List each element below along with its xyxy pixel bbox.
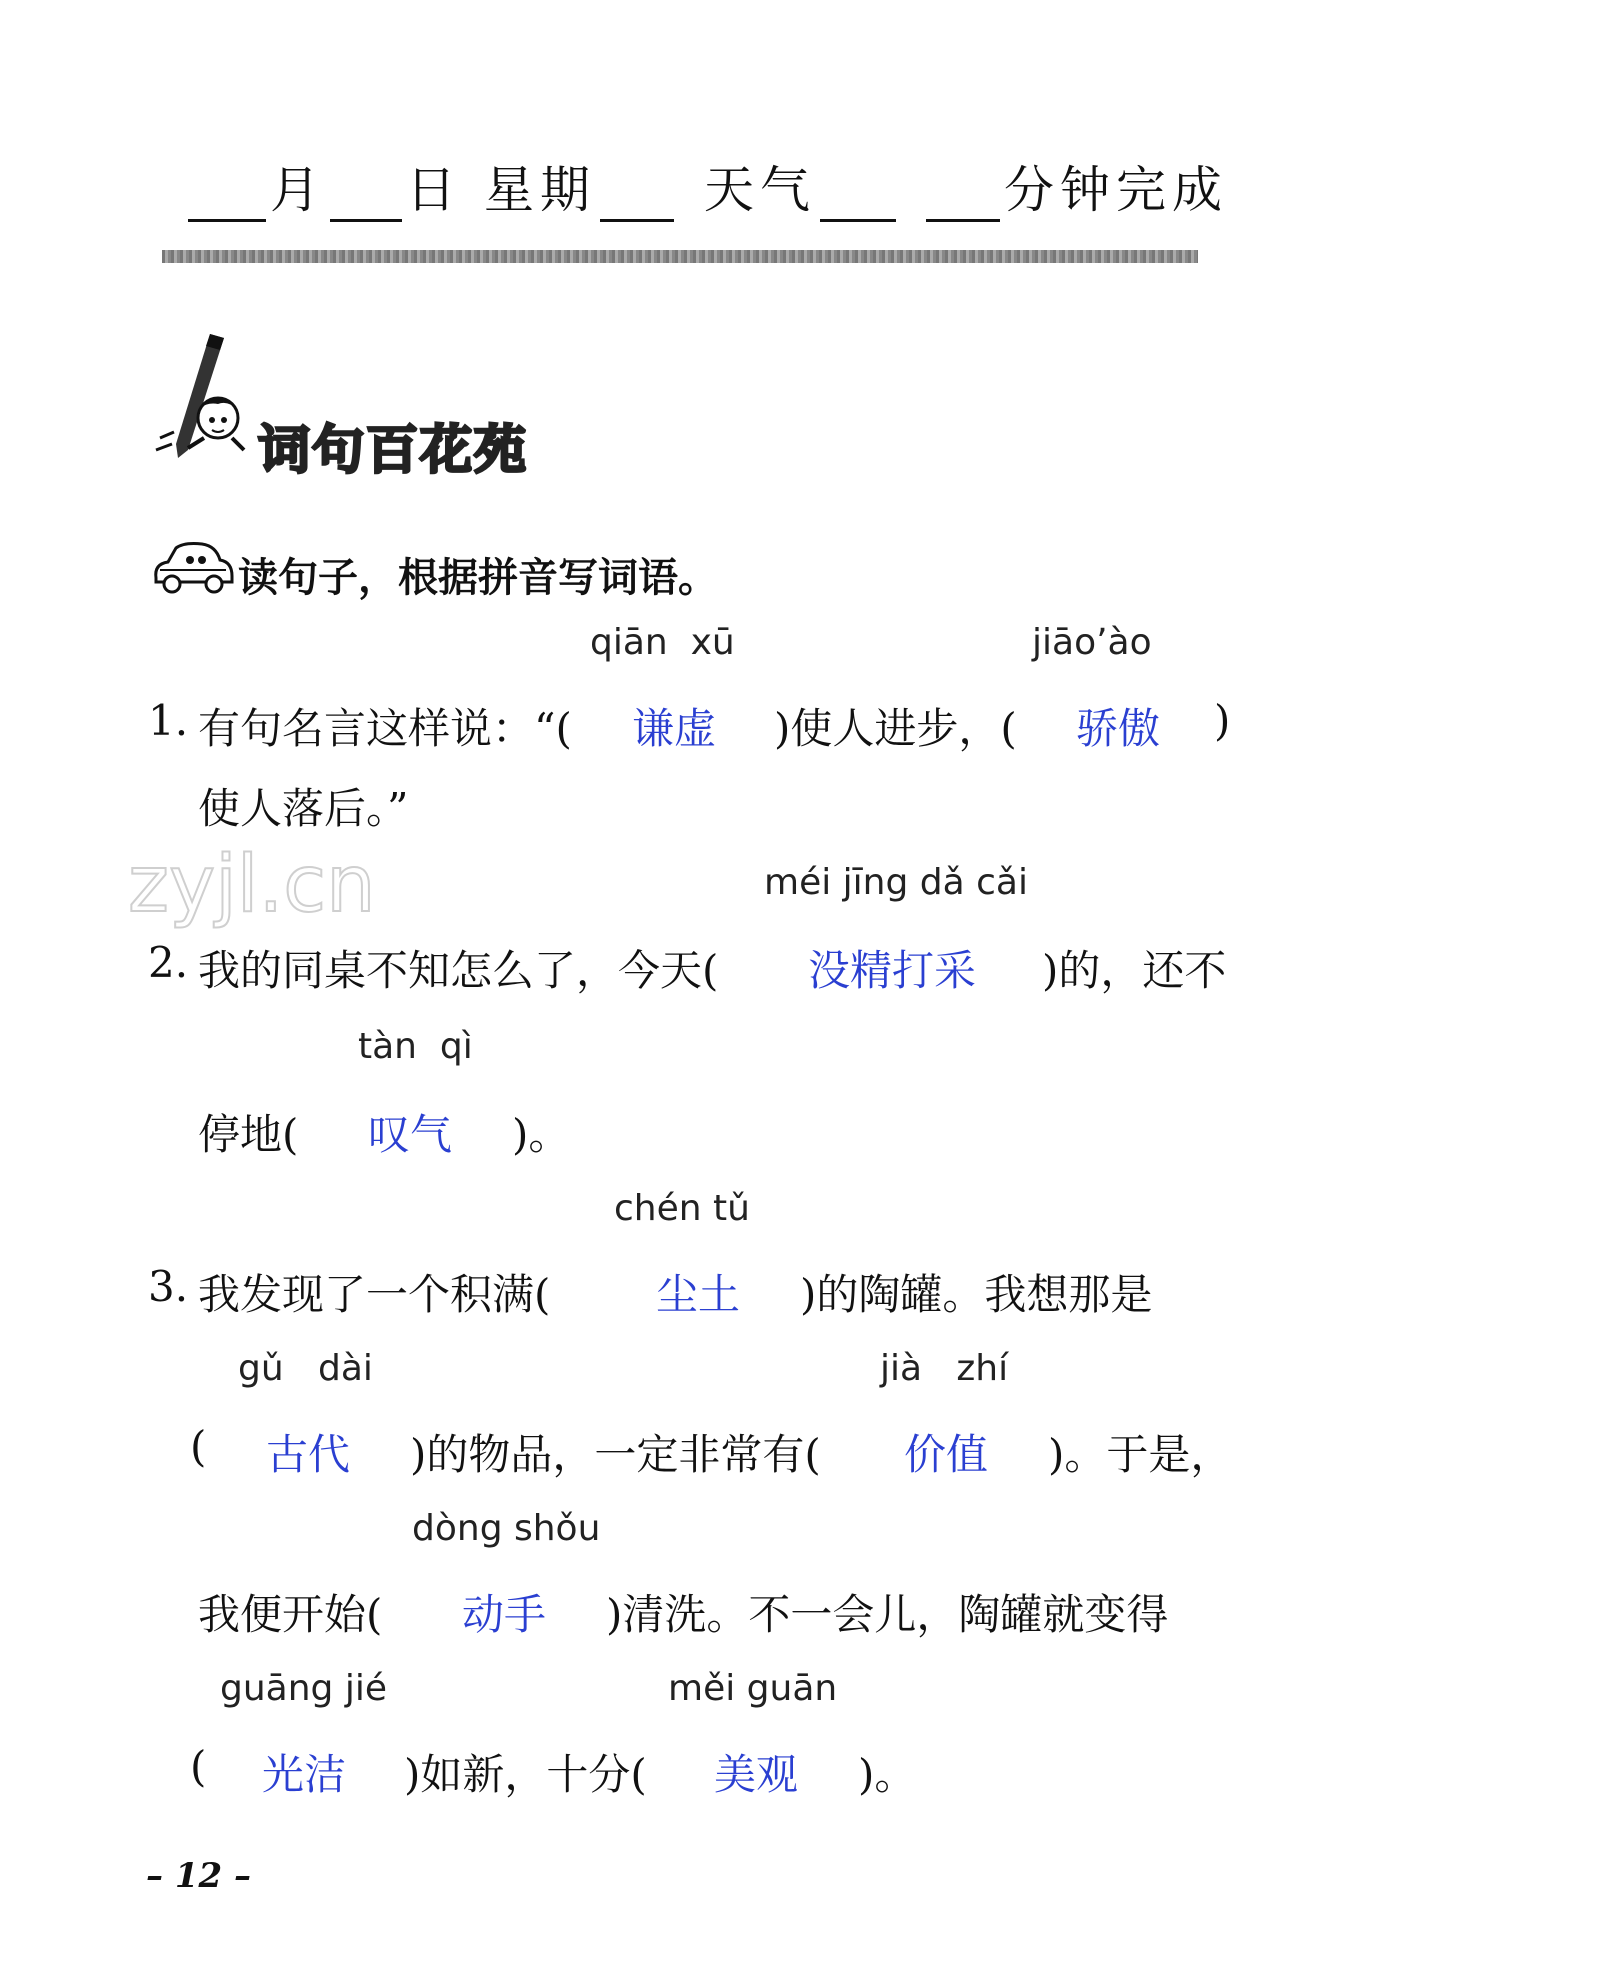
pinyin-tanqi: tàn qì bbox=[358, 1026, 473, 1067]
pinyin-jiazhi: jià zhí bbox=[880, 1348, 1009, 1389]
minutes-blank[interactable] bbox=[926, 175, 1000, 222]
header-divider bbox=[162, 250, 1198, 263]
weather-blank[interactable] bbox=[820, 175, 896, 222]
answer-meiguan: 美观 bbox=[714, 1750, 799, 1799]
item-1-text-a: 有句名言这样说：“( bbox=[198, 704, 572, 753]
section-title: 词句百花苑 bbox=[258, 421, 529, 481]
pinyin-meiguan: měi guān bbox=[668, 1668, 838, 1709]
day-label: 日 bbox=[406, 161, 462, 219]
pinyin-meijingdacai: méi jīng dǎ cǎi bbox=[764, 862, 1028, 903]
item-3-text-i: )如新，十分( bbox=[404, 1750, 647, 1799]
item-3-text-e: )。于是， bbox=[1048, 1430, 1233, 1479]
item-2-text-c: 停地( bbox=[198, 1110, 299, 1159]
item-2-number: 2. bbox=[148, 938, 189, 987]
answer-dongshou: 动手 bbox=[462, 1590, 547, 1639]
answer-gudai: 古代 bbox=[266, 1430, 351, 1479]
pinyin-gudai: gǔ dài bbox=[238, 1348, 373, 1389]
answer-jiazhi: 价值 bbox=[904, 1430, 989, 1479]
item-3-text-d: )的物品，一定非常有( bbox=[410, 1430, 821, 1479]
item-1-text-c: ) bbox=[1214, 696, 1231, 745]
answer-qianxu: 谦虚 bbox=[632, 704, 717, 753]
weekday-label: 星期 bbox=[484, 161, 596, 219]
item-3-text-c: ( bbox=[190, 1422, 207, 1471]
item-3-text-a: 我发现了一个积满( bbox=[198, 1270, 551, 1319]
item-2-text-b: )的，还不 bbox=[1042, 946, 1227, 995]
minutes-field bbox=[922, 150, 1228, 222]
pinyin-qianxu: qiān xū bbox=[590, 622, 735, 663]
item-2-text-d: )。 bbox=[512, 1110, 571, 1159]
pinyin-guangjie: guāng jié bbox=[220, 1668, 387, 1709]
pencil-mascot-icon bbox=[148, 326, 258, 466]
month-blank[interactable] bbox=[188, 175, 266, 222]
item-3-number: 3. bbox=[148, 1262, 189, 1311]
weekday-field bbox=[484, 150, 678, 222]
answer-meijingdacai: 没精打采 bbox=[808, 946, 977, 995]
item-3-text-j: )。 bbox=[858, 1750, 917, 1799]
answer-chentu: 尘土 bbox=[656, 1270, 741, 1319]
day-blank[interactable] bbox=[330, 175, 402, 222]
month-label: 月 bbox=[270, 161, 326, 219]
item-3-text-g: )清洗。不一会儿，陶罐就变得 bbox=[606, 1590, 1169, 1639]
date-header bbox=[184, 150, 462, 222]
item-3-text-b: )的陶罐。我想那是 bbox=[800, 1270, 1153, 1319]
minutes-label: 分钟完成 bbox=[1004, 161, 1228, 219]
pinyin-dongshou: dòng shǒu bbox=[412, 1508, 601, 1549]
item-1-text-d: 使人落后。” bbox=[198, 784, 409, 833]
instruction-text: 读句子，根据拼音写词语。 bbox=[238, 555, 718, 601]
pinyin-chentu: chén tǔ bbox=[614, 1188, 750, 1229]
answer-guangjie: 光洁 bbox=[262, 1750, 347, 1799]
item-1-number: 1. bbox=[148, 696, 189, 745]
answer-tanqi: 叹气 bbox=[368, 1110, 453, 1159]
watermark: zyjl.cn bbox=[128, 840, 376, 930]
page-number: – 12 – bbox=[146, 1856, 251, 1896]
item-3-text-f: 我便开始( bbox=[198, 1590, 383, 1639]
item-3-text-h: ( bbox=[190, 1742, 207, 1791]
pinyin-jiaoao: jiāo’ào bbox=[1032, 622, 1152, 663]
item-2-text-a: 我的同桌不知怎么了，今天( bbox=[198, 946, 719, 995]
weather-label: 天气 bbox=[704, 161, 816, 219]
weather-field bbox=[704, 150, 900, 222]
answer-jiaoao: 骄傲 bbox=[1076, 704, 1161, 753]
car-mascot-icon bbox=[150, 538, 236, 598]
item-1-text-b: )使人进步，( bbox=[774, 704, 1017, 753]
weekday-blank[interactable] bbox=[600, 175, 674, 222]
